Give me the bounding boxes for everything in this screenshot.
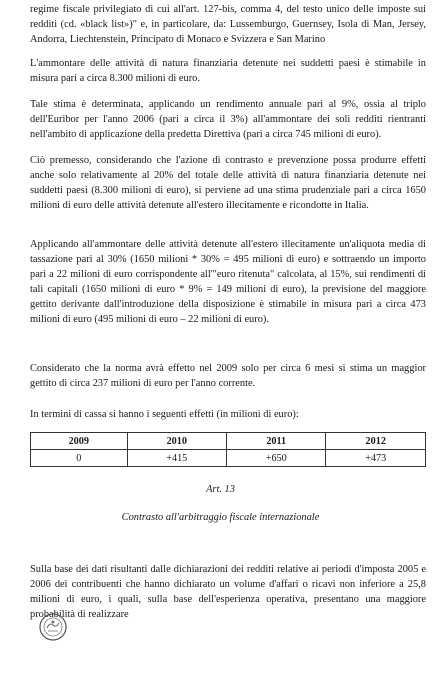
- table-header-cell: 2012: [326, 433, 426, 450]
- paragraph-intro: regime fiscale privilegiato di cui all'art. 127-bis, comma 4, del testo unico delle imposte sui redditi (cd. «black list»)" e, in particolare, da: Lussemburgo, Guernsey, Isola di Man, Jersey, Andorra, Liechtenstein, Principato di Monaco e Svizzera e San Marino: [30, 4, 426, 45]
- article-number: Art. 13: [206, 484, 235, 495]
- table-header-cell: 2010: [127, 433, 226, 450]
- table-cell: 0: [31, 450, 128, 467]
- paragraph-4: Applicando all'ammontare delle attività detenute all'estero illecitamente un'aliquota media di tassazione pari al 30% (1650 milioni * 30% = 495 milioni di euro) e sottraendo un importo pari a 22 milioni di euro corrispondente all'"euro ritenuta" calcolata, al 15%, sui rendimenti di tali capitali (1650 milioni di euro * 9% = 149 milioni di euro), la previsione del maggiore gettito derivante dall'introduzione della disposizione è stimabile in misura pari a circa 473 milioni di euro (495 milioni di euro – 22 milioni di euro).: [30, 239, 426, 325]
- paragraph-last: Sulla base dei dati risultanti dalle dichiarazioni dei redditi relative ai periodi d'imposta 2005 e 2006 dei contribuenti che hanno dichiarato un volume d'affari o ricavi non inferiore a 25,8 milioni di euro, i quali, sulla base dell'esperienza operativa, presentano una maggiore probabilità di realizzare: [30, 564, 426, 620]
- table-header-cell: 2011: [227, 433, 326, 450]
- official-seal-icon: [38, 612, 68, 642]
- table-row: [31, 450, 426, 467]
- table-header-cell: 2009: [31, 433, 128, 450]
- article-title: Contrasto all'arbitraggio fiscale internazionale: [121, 512, 320, 523]
- cash-effects-table: [30, 432, 426, 467]
- table-cell: +650: [227, 450, 326, 467]
- paragraph-1: L'ammontare delle attività di natura finanziaria detenute nei suddetti paesi è stimabile in misura pari a circa 8.300 milioni di euro.: [30, 58, 426, 84]
- table-cell: +473: [326, 450, 426, 467]
- paragraph-5: Considerato che la norma avrà effetto nel 2009 solo per circa 6 mesi si stima un maggior gettito di circa 237 milioni di euro per l'anno corrente.: [30, 363, 426, 389]
- table-cell: +415: [127, 450, 226, 467]
- table-header-row: [31, 433, 426, 450]
- paragraph-3: Ciò premesso, considerando che l'azione di contrasto e prevenzione possa produrre effetti anche solo relativamente al 20% del totale delle attività di natura finanziaria detenute nei suddetti paesi (8.300 milioni di euro), si perviene ad una stima prudenziale pari a circa 1650 milioni di euro delle attività detenute all'estero illecitamente e ricondotte in Italia.: [30, 155, 426, 211]
- paragraph-2: Tale stima è determinata, applicando un rendimento annuale pari al 9%, ossia al triplo dell'Euribor per l'anno 2006 (pari a circa il 3%) all'ammontare dei soli redditi rientranti nell'ambito di applicazione della predetta Direttiva (pari a circa 745 milioni di euro).: [30, 99, 426, 140]
- paragraph-6: In termini di cassa si hanno i seguenti effetti (in milioni di euro):: [30, 409, 299, 420]
